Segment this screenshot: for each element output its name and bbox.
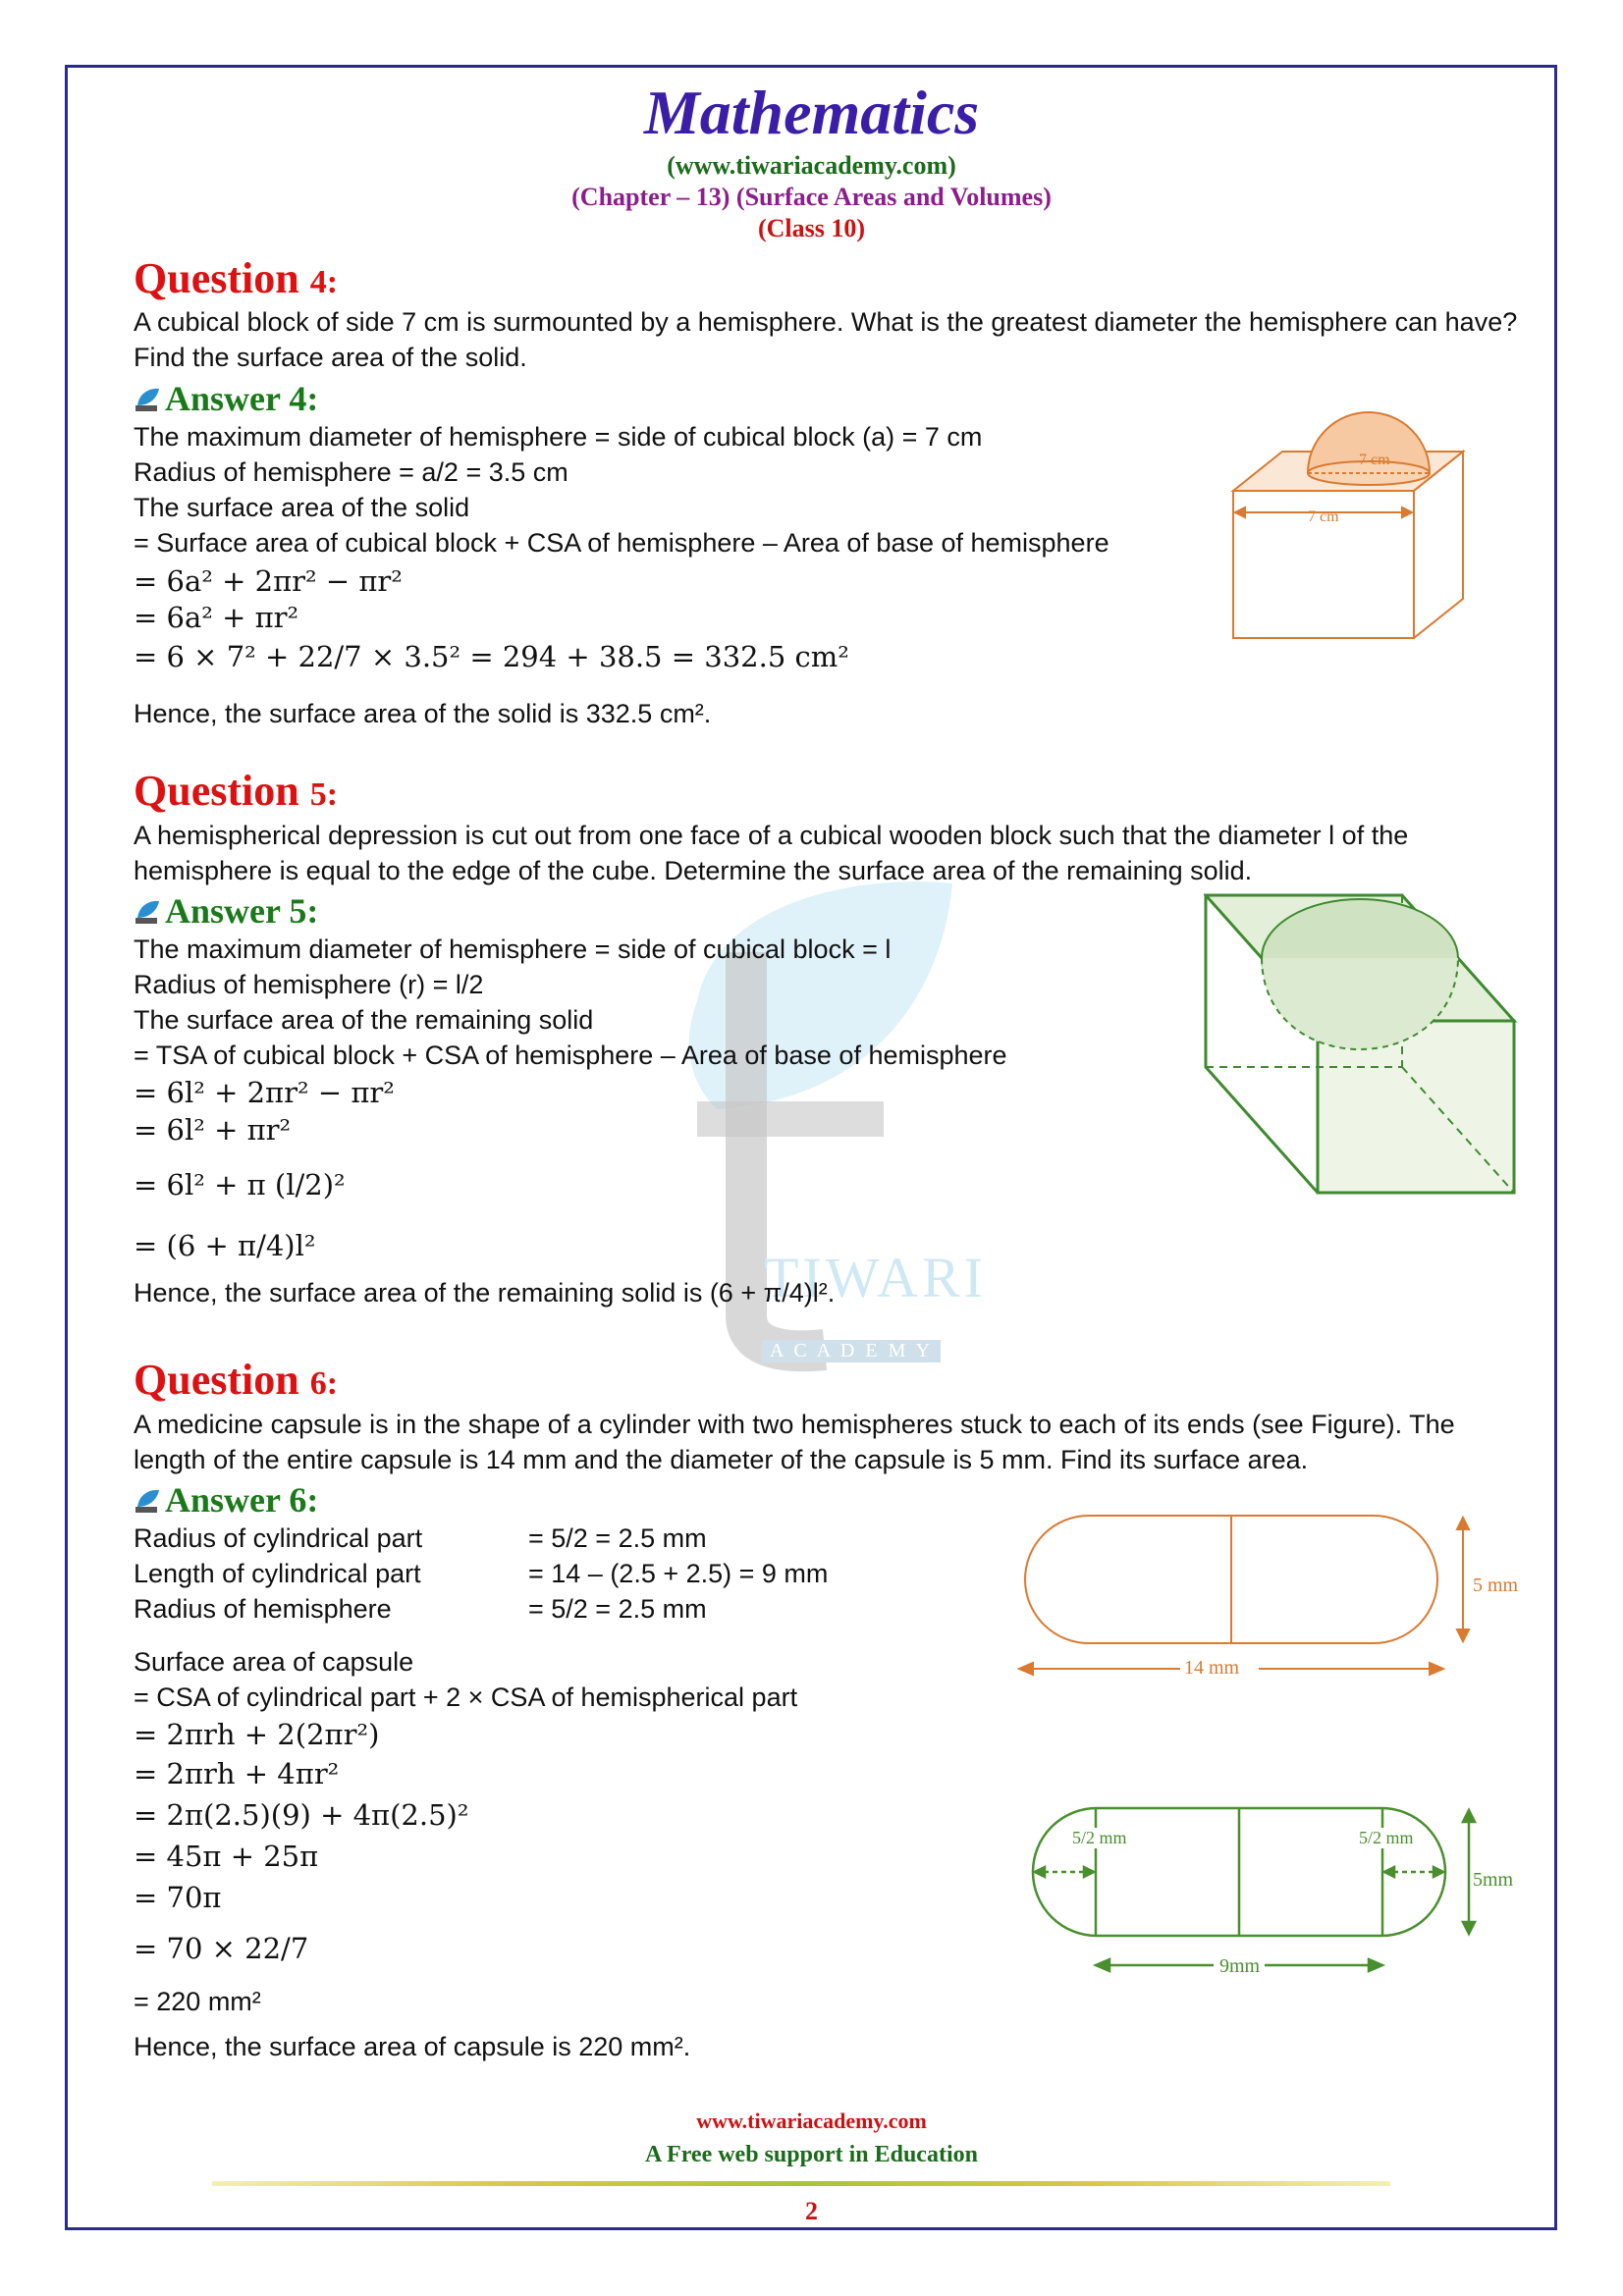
answer-5-conclusion: Hence, the surface area of the remaining solid is (6 + π/4)l². bbox=[134, 1278, 836, 1308]
answer-4-line: = Surface area of cubical block + CSA of hemisphere – Area of base of hemisphere bbox=[134, 528, 1109, 558]
answer-6-heading: Answer 6: bbox=[134, 1479, 318, 1521]
answer-5-heading: Answer 5: bbox=[134, 890, 318, 932]
cube-with-hemisphere-figure bbox=[1227, 402, 1522, 648]
answer-6-line: = 220 mm² bbox=[134, 1987, 261, 2016]
answer-5-line: = (6 + π/4)l² bbox=[134, 1229, 316, 1262]
header-class: (Class 10) bbox=[757, 214, 866, 242]
answer-5-line: The surface area of the remaining solid bbox=[134, 1005, 594, 1035]
watermark-word: TIWARI bbox=[764, 1246, 987, 1309]
answer-6-line: = 45π + 25π bbox=[134, 1840, 319, 1873]
footer-site-link[interactable]: www.tiwariacademy.com bbox=[696, 2109, 927, 2133]
capsule-figure-2-left-label: 5/2 mm bbox=[1072, 1828, 1127, 1847]
answer-6-line: = 2πrh + 4πr² bbox=[134, 1757, 340, 1790]
answer-6-line: Surface area of capsule bbox=[134, 1647, 414, 1677]
answer-6-table-value: = 5/2 = 2.5 mm bbox=[528, 1594, 707, 1624]
capsule-figure-1-length-label: 14 mm bbox=[1184, 1657, 1240, 1679]
tiwari-logo-icon bbox=[134, 386, 161, 413]
footer-tagline: A Free web support in Education bbox=[645, 2142, 978, 2167]
figure-4-label-bottom: 7 cm bbox=[1308, 508, 1339, 525]
answer-4-conclusion: Hence, the surface area of the solid is 332.5 cm². bbox=[134, 699, 712, 728]
page-title: Mathematics bbox=[643, 78, 980, 147]
answer-6-line: = 2πrh + 2(2πr²) bbox=[134, 1718, 380, 1751]
question-5-heading: Question 5: bbox=[134, 767, 339, 815]
capsule-figure-1-height-label: 5 mm bbox=[1473, 1575, 1519, 1596]
question-6-heading: Question 6: bbox=[134, 1356, 339, 1404]
tiwari-logo-icon bbox=[134, 1487, 161, 1515]
figure-4-label-top: 7 cm bbox=[1359, 452, 1390, 468]
answer-6-table-label: Length of cylindrical part bbox=[134, 1559, 421, 1588]
capsule-figure-orange bbox=[1011, 1512, 1512, 1688]
answer-6-table-value: = 5/2 = 2.5 mm bbox=[528, 1523, 707, 1553]
answer-4-heading: Answer 4: bbox=[134, 378, 318, 419]
answer-6-conclusion: Hence, the surface area of capsule is 220 mm². bbox=[134, 2032, 691, 2061]
footer-divider bbox=[212, 2181, 1390, 2186]
question-5-text: A hemispherical depression is cut out from one face of a cubical wooden block such that the diameter l of the hemisphere is equal to the edge of the cube. Determine the surface area of the remaining solid. bbox=[134, 821, 1409, 885]
header-site[interactable]: (www.tiwariacademy.com) bbox=[667, 151, 956, 180]
answer-5-line: Radius of hemisphere (r) = l/2 bbox=[134, 970, 484, 999]
answer-6-table-label: Radius of cylindrical part bbox=[134, 1523, 423, 1553]
answer-6-line: = 70 × 22/7 bbox=[134, 1932, 309, 1965]
watermark-sub: A C A D E M Y bbox=[762, 1340, 941, 1362]
question-4-heading: Question 4: bbox=[134, 254, 339, 302]
answer-5-line: The maximum diameter of hemisphere = side of cubical block = l bbox=[134, 934, 892, 964]
question-6-text: A medicine capsule is in the shape of a cylinder with two hemispheres stuck to each of its ends (see Figure). The length of the entire capsule is 14 mm and the diameter of the capsule is 5 mm. Find its surface area. bbox=[134, 1410, 1455, 1474]
capsule-figure-2-height-label: 5mm bbox=[1473, 1869, 1514, 1891]
tiwari-logo-icon bbox=[134, 898, 161, 926]
answer-6-line: = CSA of cylindrical part + 2 × CSA of hemispherical part bbox=[134, 1682, 798, 1712]
answer-4-line: The maximum diameter of hemisphere = side of cubical block (a) = 7 cm bbox=[134, 422, 983, 452]
answer-6-table-label: Radius of hemisphere bbox=[134, 1594, 392, 1624]
capsule-figure-2-length-label: 9mm bbox=[1219, 1955, 1261, 1977]
answer-5-line: = 6l² + πr² bbox=[134, 1113, 292, 1147]
answer-4-line: = 6a² + πr² bbox=[134, 601, 299, 634]
answer-5-line: = TSA of cubical block + CSA of hemisphere – Area of base of hemisphere bbox=[134, 1041, 1007, 1070]
answer-4-line: The surface area of the solid bbox=[134, 493, 470, 522]
answer-4-line: = 6 × 7² + 22/7 × 3.5² = 294 + 38.5 = 332.5 cm² bbox=[134, 640, 849, 673]
capsule-figure-2-right-label: 5/2 mm bbox=[1359, 1828, 1414, 1847]
page-number: 2 bbox=[805, 2197, 818, 2225]
answer-6-line: = 2π(2.5)(9) + 4π(2.5)² bbox=[134, 1798, 469, 1832]
answer-5-line: = 6l² + π (l/2)² bbox=[134, 1168, 346, 1201]
question-4-text: A cubical block of side 7 cm is surmounted by a hemisphere. What is the greatest diameter the hemisphere can have? Find the surface area of the solid. bbox=[134, 307, 1518, 372]
answer-4-line: = 6a² + 2πr² − πr² bbox=[134, 564, 403, 598]
answer-6-line: = 70π bbox=[134, 1881, 222, 1914]
answer-6-table-value: = 14 – (2.5 + 2.5) = 9 mm bbox=[528, 1559, 829, 1588]
answer-4-line: Radius of hemisphere = a/2 = 3.5 cm bbox=[134, 457, 568, 487]
cube-with-hemispherical-depression-figure bbox=[1204, 893, 1518, 1198]
answer-5-line: = 6l² + 2πr² − πr² bbox=[134, 1076, 395, 1109]
header-chapter: (Chapter – 13) (Surface Areas and Volumes) bbox=[571, 183, 1052, 211]
